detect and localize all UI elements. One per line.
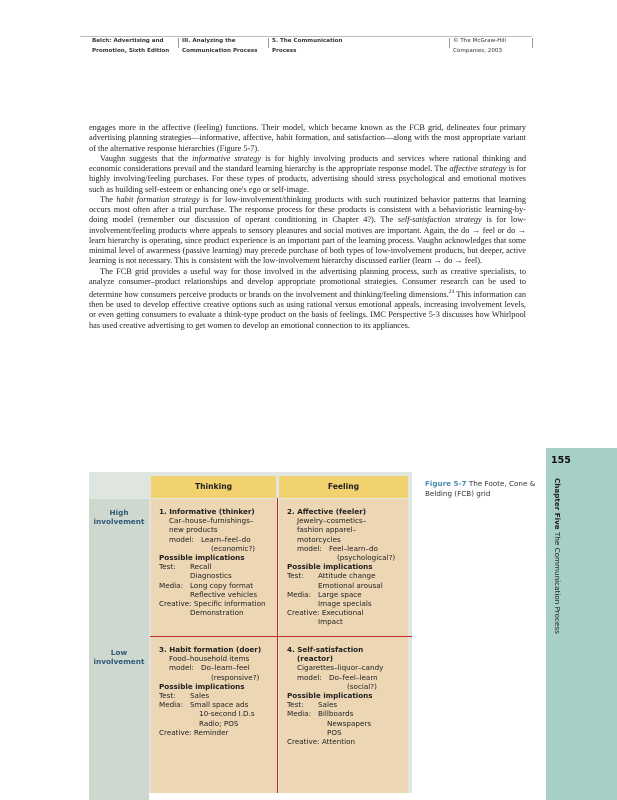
chapter-running-head xyxy=(552,478,564,678)
product-list: motorcycles xyxy=(297,534,341,544)
creative-value: Attention xyxy=(321,737,356,747)
header-text: Communication Process xyxy=(182,48,258,54)
test-key: Test: xyxy=(287,571,304,581)
header-chapter xyxy=(272,36,422,64)
grid-axis-vertical xyxy=(277,498,278,793)
row-label-text: involvement xyxy=(93,657,145,666)
creative-key: Creative: xyxy=(287,737,320,747)
quadrant-title: 1. Informative (thinker) xyxy=(159,507,255,516)
media-key: Media: xyxy=(159,700,184,710)
emphasis: self-satisfaction strategy xyxy=(397,215,482,225)
paragraph-text: This information can then be used to develop effective creative options such as using rational versus emotional appeals, increasing involvement levels, or even getting consumers to evaluate a think-type product on the basis of feelings. IMC Perspective 5-3 discusses how Whirlpool has used creative advertising to get women to develop an emotional connection to its appliances. xyxy=(89,289,527,330)
test-value: Attitude change xyxy=(318,571,376,581)
header-copyright xyxy=(453,36,533,64)
paragraph-text: engages more in the affective (feeling) functions. Their model, which became known as the FCB grid, delineates four primary advertising planning strategies—informative, affective, habit formation, and satisfaction—along with the most appropriate variant of the alternative response hierarchies (Figure 5-7). xyxy=(89,123,526,153)
header-text: Promotion, Sixth Edition xyxy=(92,48,170,54)
implications-heading: Possible implications xyxy=(159,681,245,691)
test-key: Test: xyxy=(159,562,176,572)
emphasis: informative strategy xyxy=(192,153,262,163)
paragraph xyxy=(89,267,526,331)
product-list: Cigarettes–liquor–candy xyxy=(297,663,384,673)
model-key: model: xyxy=(169,663,194,673)
model-value: (responsive?) xyxy=(211,672,260,682)
model-value: (economic?) xyxy=(211,543,256,553)
paragraph xyxy=(89,154,526,195)
column-header-thinking: Thinking xyxy=(151,476,276,498)
paragraph xyxy=(89,195,526,267)
media-value: Reflective vehicles xyxy=(190,589,258,599)
creative-key: Creative: xyxy=(287,608,320,618)
header-divider xyxy=(532,38,533,48)
chapter-title: The Communication Process xyxy=(553,531,562,634)
header-text: Companies, 2003 xyxy=(453,48,503,54)
quadrant-affective xyxy=(279,499,408,636)
test-key: Test: xyxy=(287,700,304,710)
paragraph xyxy=(89,123,526,154)
quadrant-title: 2. Affective (feeler) xyxy=(287,507,367,516)
model-value: Do–feel–learn xyxy=(329,672,378,682)
model-key: model: xyxy=(297,672,322,682)
product-list: Car–house–furnishings– xyxy=(169,516,254,526)
creative-value: Demonstration xyxy=(190,608,244,618)
quadrant-habit-formation xyxy=(151,637,277,793)
test-value: Sales xyxy=(318,700,338,710)
row-label-text: High xyxy=(109,508,129,517)
model-value: Learn–feel–do xyxy=(201,534,251,544)
test-value: Recall xyxy=(190,562,212,572)
creative-key: Creative: xyxy=(159,727,192,737)
implications-heading: Possible implications xyxy=(159,553,245,563)
row-label-text: involvement xyxy=(93,517,145,526)
test-value: Emotional arousal xyxy=(318,580,383,590)
column-header-feeling: Feeling xyxy=(279,476,408,498)
media-value: Long copy format xyxy=(190,580,254,590)
model-value: Do–learn–feel xyxy=(201,663,250,673)
quadrant-informative xyxy=(151,499,277,636)
model-value: (social?) xyxy=(347,681,377,691)
footnote-ref: 24 xyxy=(448,289,455,295)
emphasis: habit formation strategy xyxy=(116,194,200,204)
figure-caption xyxy=(425,479,543,499)
implications-heading: Possible implications xyxy=(287,691,373,701)
creative-value: Executional xyxy=(321,608,364,618)
media-key: Media: xyxy=(287,589,312,599)
figure-caption-text: The Foote, Cone & Belding (FCB) grid xyxy=(425,479,536,498)
grid-axis-horizontal xyxy=(150,636,412,637)
media-value: Large space xyxy=(318,589,362,599)
header-divider xyxy=(178,38,179,48)
header-text: III. Analyzing the xyxy=(182,38,236,44)
creative-value: Specific information xyxy=(193,599,266,609)
model-key: model: xyxy=(297,543,322,553)
quadrant-title: 4. Self-satisfaction xyxy=(287,645,364,654)
header-book-title xyxy=(92,36,178,64)
header-divider xyxy=(449,38,450,48)
quadrant-title: (reactor) xyxy=(297,654,334,664)
media-key: Media: xyxy=(287,709,312,719)
model-key: model: xyxy=(169,534,194,544)
row-label-low-involvement xyxy=(89,637,149,800)
emphasis: affective strategy xyxy=(449,164,507,173)
product-list: new products xyxy=(169,525,218,535)
test-value: Diagnostics xyxy=(190,571,232,581)
row-label-text: Low xyxy=(110,648,128,657)
paragraph-text: is for highly involving/feeling purchases. For these types of products, advertising should stress psychological and emotional motives such as building self-esteem or enhancing one's ego or self-image. xyxy=(89,164,527,194)
media-value: Image specials xyxy=(318,599,372,609)
product-list: Food–household items xyxy=(169,654,250,664)
paragraph-text: is for low-involvement/thinking products with such routinized behavior patterns that learning occurs most often after a trial purchase. The response process for these products is consistent with a behavioristic learning-by-doing model (remember our discussion of operant conditioning in Chapter 4?). The xyxy=(89,194,526,225)
model-value: (psychological?) xyxy=(337,553,396,563)
page-number: 155 xyxy=(551,455,571,466)
media-value: Billboards xyxy=(318,709,354,719)
media-value: Radio; POS xyxy=(199,718,239,728)
header-text: Belch: Advertising and xyxy=(92,38,164,44)
header-text: 5. The Communication xyxy=(272,38,343,44)
paragraph-text: is for low-involvement/feeling products where appeals to sensory pleasures and social motives are important. Again, the do → feel or do → learn hierarchy is operating, since product experience is an important part of the learning process. Vaughn acknowledges that some minimal level of awareness (passive learning) may precede purchase of both types of low-involvement products, but deeper, active learning is not necessary. This is consistent with the low-involvement hierarchy discussed earlier (learn → do → feel). xyxy=(89,215,526,266)
implications-heading: Possible implications xyxy=(287,562,373,572)
creative-value: Reminder xyxy=(193,727,229,737)
model-value: Feel–learn–do xyxy=(329,543,378,553)
media-value: 10-second I.D.s xyxy=(199,709,255,719)
product-list: fashion apparel– xyxy=(297,525,357,535)
test-value: Sales xyxy=(190,691,210,701)
figure-number: Figure 5-7 xyxy=(425,479,467,488)
paragraph-text: Vaughn suggests that the xyxy=(100,153,193,163)
header-text: Process xyxy=(272,48,297,54)
media-value: Small space ads xyxy=(190,700,249,710)
media-value: POS xyxy=(327,727,342,737)
media-value: Newspapers xyxy=(327,718,372,728)
quadrant-self-satisfaction xyxy=(279,637,408,793)
chapter-label: Chapter Five xyxy=(553,478,562,530)
row-label-high-involvement xyxy=(89,499,149,644)
header-divider xyxy=(268,38,269,48)
paragraph-text: is for highly involving products and services where rational thinking and economic considerations prevail and the standard learning hierarchy is the appropriate response model. The xyxy=(89,153,526,173)
paragraph-text: The FCB grid provides a useful way for those involved in the advertising planning process, such as creative specialists, to analyze consumer–product relationships and develop appropriate promotional strategies. Consumer research can be used to determine how consumers perceive products or brands on the involvement and thinking/feeling dimensions. xyxy=(89,266,526,299)
body-text xyxy=(89,123,526,331)
header-text: © The McGraw-Hill xyxy=(453,38,506,44)
product-list: Jewelry–cosmetics– xyxy=(297,516,367,526)
quadrant-title: 3. Habit formation (doer) xyxy=(159,645,262,654)
header-part xyxy=(182,36,268,64)
paragraph-text: The xyxy=(100,194,117,204)
chapter-running-head-text xyxy=(553,478,562,634)
test-key: Test: xyxy=(159,691,176,701)
creative-value: Impact xyxy=(318,617,343,627)
media-key: Media: xyxy=(159,580,184,590)
creative-key: Creative: xyxy=(159,599,192,609)
